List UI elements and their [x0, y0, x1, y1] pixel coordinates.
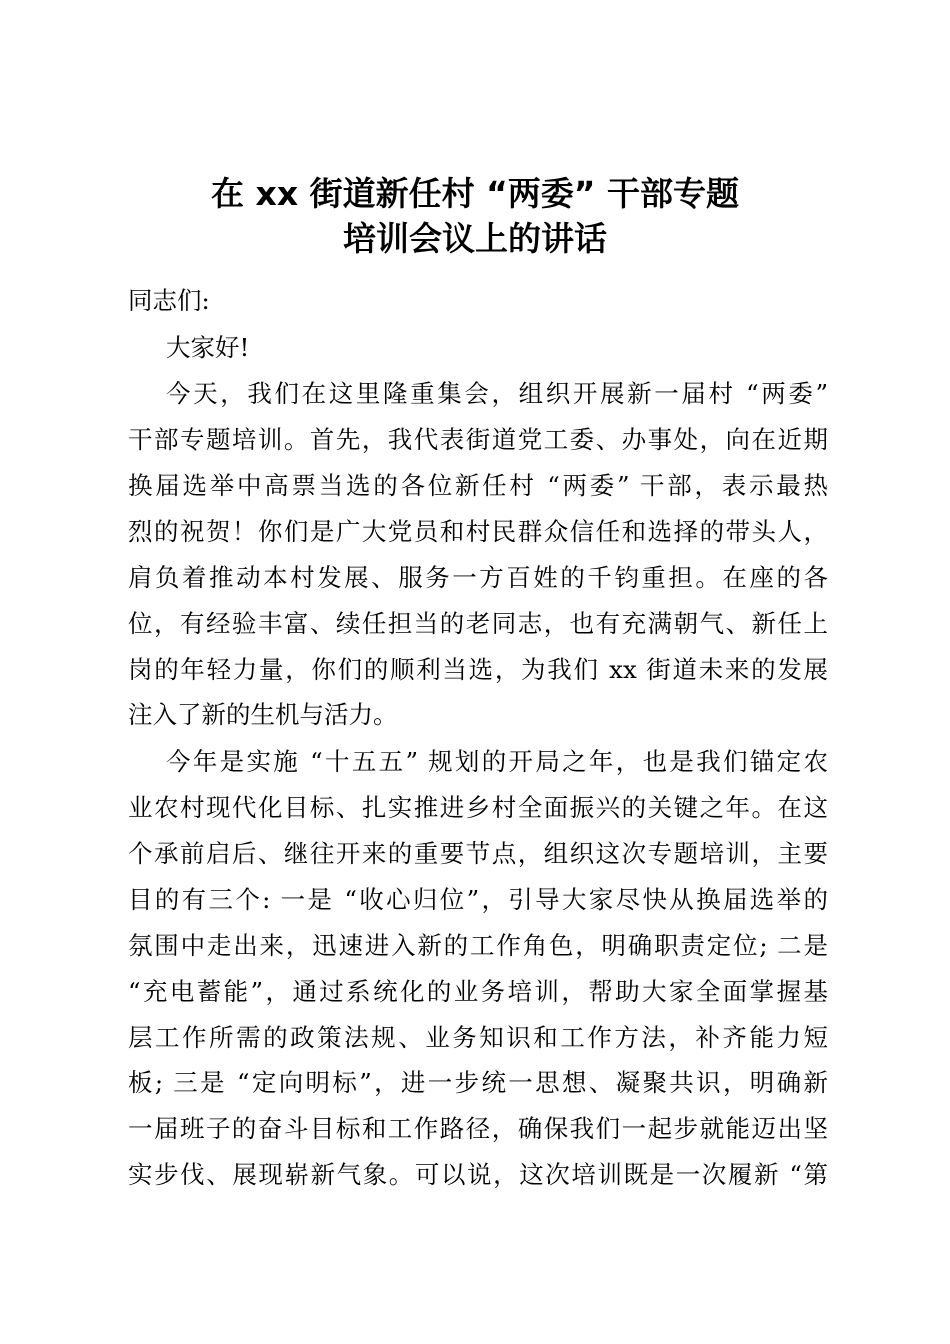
salutation: 同志们: [128, 286, 210, 315]
body-line: 今天，我们在这里隆重集会，组织开展新一届村 “两委” [166, 379, 828, 408]
body-line: 今年是实施 “十五五” 规划的开局之年，也是我们锚定农 [166, 747, 828, 776]
body-line: 一届班子的奋斗目标和工作路径，确保我们一起步就能迈出坚 [128, 1114, 828, 1143]
body-line: 个承前启后、继往开来的重要节点，组织这次专题培训，主要 [128, 839, 828, 868]
body-line: 板; 三是 “定向明标”，进一步统一思想、凝聚共识，明确新 [128, 1068, 828, 1097]
body-line: 业农村现代化目标、扎实推进乡村全面振兴的关键之年。在这 [128, 793, 828, 822]
body-line: 岗的年轻力量，你们的顺利当选，为我们 xx 街道未来的发展 [128, 655, 828, 684]
greeting: 大家好! [166, 333, 250, 362]
body-line: 烈的祝贺！你们是广大党员和村民群众信任和选择的带头人， [128, 517, 828, 546]
body-line: 干部专题培训。首先，我代表街道党工委、办事处，向在近期 [128, 425, 828, 454]
document-title-line-2: 培训会议上的讲话 [343, 219, 607, 258]
body-line: 换届选举中高票当选的各位新任村 “两委” 干部，表示最热 [128, 471, 828, 500]
body-line: 肩负着推动本村发展、服务一方百姓的千钧重担。在座的各 [128, 563, 828, 592]
body-line: 注入了新的生机与活力。 [128, 700, 398, 729]
document-title-line-1: 在 xx 街道新任村 “两委” 干部专题 [211, 174, 739, 213]
body-line: 位，有经验丰富、续任担当的老同志，也有充满朝气、新任上 [128, 609, 828, 638]
body-line: 实步伐、展现崭新气象。可以说，这次培训既是一次履新 “第 [128, 1160, 828, 1189]
body-line: 目的有三个: 一是 “收心归位”，引导大家尽快从换届选举的 [128, 885, 828, 914]
body-line: 氛围中走出来，迅速进入新的工作角色，明确职责定位; 二是 [128, 931, 828, 960]
body-line: 层工作所需的政策法规、业务知识和工作方法，补齐能力短 [128, 1023, 828, 1052]
body-line: “充电蓄能”，通过系统化的业务培训，帮助大家全面掌握基 [128, 977, 828, 1006]
